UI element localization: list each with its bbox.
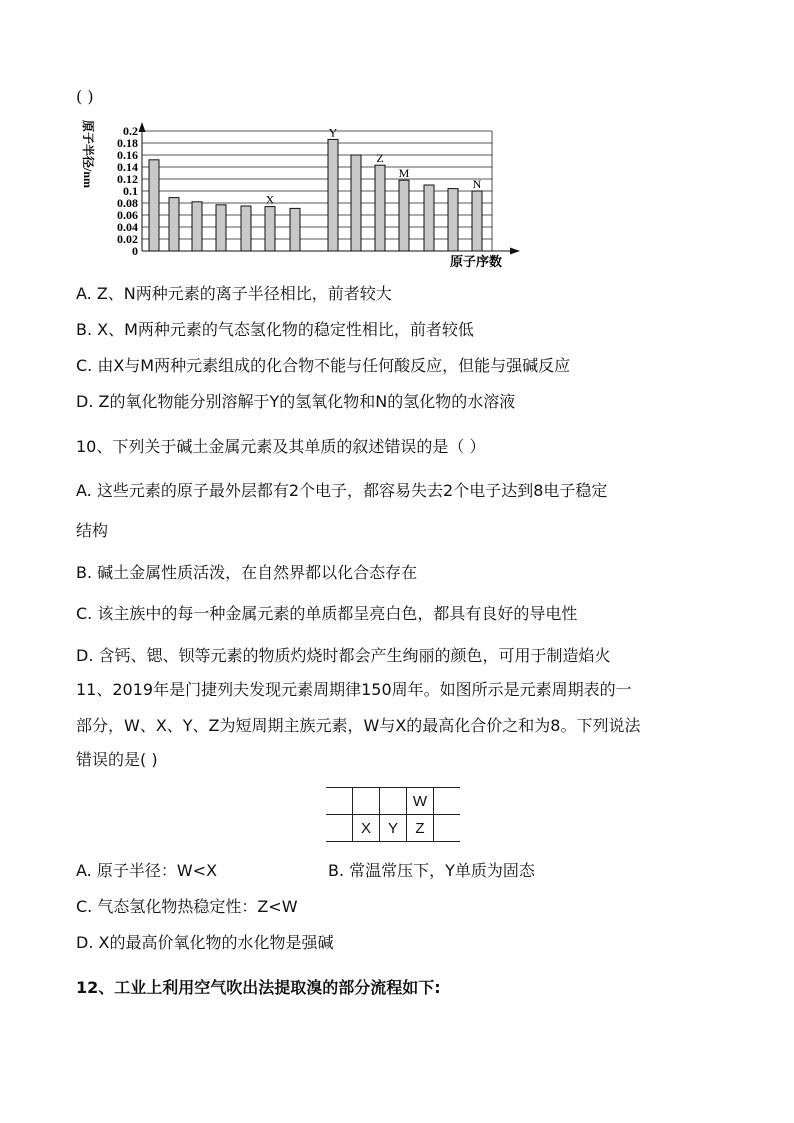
periodic-table-fragment (326, 787, 460, 842)
q11-option-b: B. 常温常压下，Y单质为固态 (328, 861, 535, 880)
y-tick-label: 0.08 (117, 196, 138, 210)
table-row (326, 815, 460, 842)
bar (424, 185, 434, 251)
bar (472, 191, 482, 251)
bar (169, 198, 179, 251)
x-axis-arrow (510, 248, 520, 255)
y-tick-label: 0.12 (117, 172, 138, 186)
table-row (326, 788, 460, 815)
table-cell: X (353, 815, 380, 842)
bar (192, 202, 202, 251)
q10-stem: 10、下列关于碱土金属元素及其单质的叙述错误的是（ ） (76, 437, 486, 456)
table-cell (434, 815, 461, 842)
bar-label: X (265, 192, 275, 207)
table-cell (326, 815, 353, 842)
table-cell (353, 788, 380, 815)
bar-label: M (398, 166, 410, 181)
y-tick-label: 0.14 (117, 160, 138, 174)
bar-label: Z (376, 151, 384, 166)
q9-option-a: A. Z、N两种元素的离子半径相比，前者较大 (76, 284, 392, 303)
bar (351, 155, 361, 251)
chart-bars (149, 139, 482, 251)
q11-stem-line3: 错误的是( ) (76, 750, 158, 769)
q11-option-d: D. X的最高价氧化物的水化物是强碱 (76, 933, 334, 952)
y-axis-arrow (139, 122, 146, 132)
bar (448, 189, 458, 251)
q12-stem: 12、工业上利用空气吹出法提取溴的部分流程如下: (76, 978, 441, 997)
bar (149, 160, 159, 251)
y-tick-label: 0.1 (123, 184, 138, 198)
y-tick-labels (117, 124, 138, 258)
bar (375, 165, 385, 251)
bar (399, 180, 409, 251)
y-axis-label: 原子半径/nm (81, 120, 95, 189)
q11-option-a: A. 原子半径：W<X (76, 861, 218, 880)
q10-option-c: C. 该主族中的每一种金属元素的单质都呈亮白色，都具有良好的导电性 (76, 604, 578, 623)
q11-stem-line2: 部分，W、X、Y、Z为短周期主族元素，W与X的最高化合价之和为8。下列说法 (76, 716, 641, 735)
y-tick-label: 0.02 (117, 232, 138, 246)
q9-option-d: D. Z的氧化物能分别溶解于Y的氢氧化物和N的氢化物的水溶液 (76, 392, 516, 411)
table-cell (326, 788, 353, 815)
bar (328, 139, 338, 251)
q9-option-b: B. X、M两种元素的气态氢化物的稳定性相比，前者较低 (76, 320, 474, 339)
q10-option-b: B. 碱土金属性质活泼，在自然界都以化合态存在 (76, 563, 418, 582)
y-tick-label: 0.16 (117, 148, 138, 162)
table-cell: Y (380, 815, 407, 842)
bar (290, 208, 300, 251)
y-tick-label: 0 (132, 244, 138, 258)
y-tick-label: 0.18 (117, 136, 138, 150)
table-cell (434, 788, 461, 815)
bar (241, 206, 251, 251)
q10-option-a-cont: 结构 (76, 521, 109, 540)
q11-stem-line1: 11、2019年是门捷列夫发现元素周期律150周年。如图所示是元素周期表的一 (76, 680, 632, 699)
answer-parentheses: ( ) (76, 87, 94, 106)
x-axis-label: 原子序数 (450, 254, 503, 269)
table-cell: Z (407, 815, 434, 842)
q11-option-c: C. 气态氢化物热稳定性：Z<W (76, 897, 298, 916)
y-tick-label: 0.06 (117, 208, 138, 222)
bar (216, 205, 226, 251)
bar-label: N (472, 177, 482, 191)
table-cell: W (407, 788, 434, 815)
y-tick-label: 0.2 (123, 124, 138, 138)
table-cell (380, 788, 407, 815)
bar (265, 207, 275, 251)
q10-option-d: D. 含钙、锶、钡等元素的物质灼烧时都会产生绚丽的颜色，可用于制造焰火 (76, 646, 611, 665)
y-tick-label: 0.04 (117, 220, 138, 234)
q10-option-a: A. 这些元素的原子最外层都有2个电子，都容易失去2个电子达到8电子稳定 (76, 481, 608, 500)
atomic-radius-bar-chart (72, 112, 532, 272)
q9-option-c: C. 由X与M两种元素组成的化合物不能与任何酸反应，但能与强碱反应 (76, 356, 571, 375)
bar-label: Y (328, 125, 338, 140)
